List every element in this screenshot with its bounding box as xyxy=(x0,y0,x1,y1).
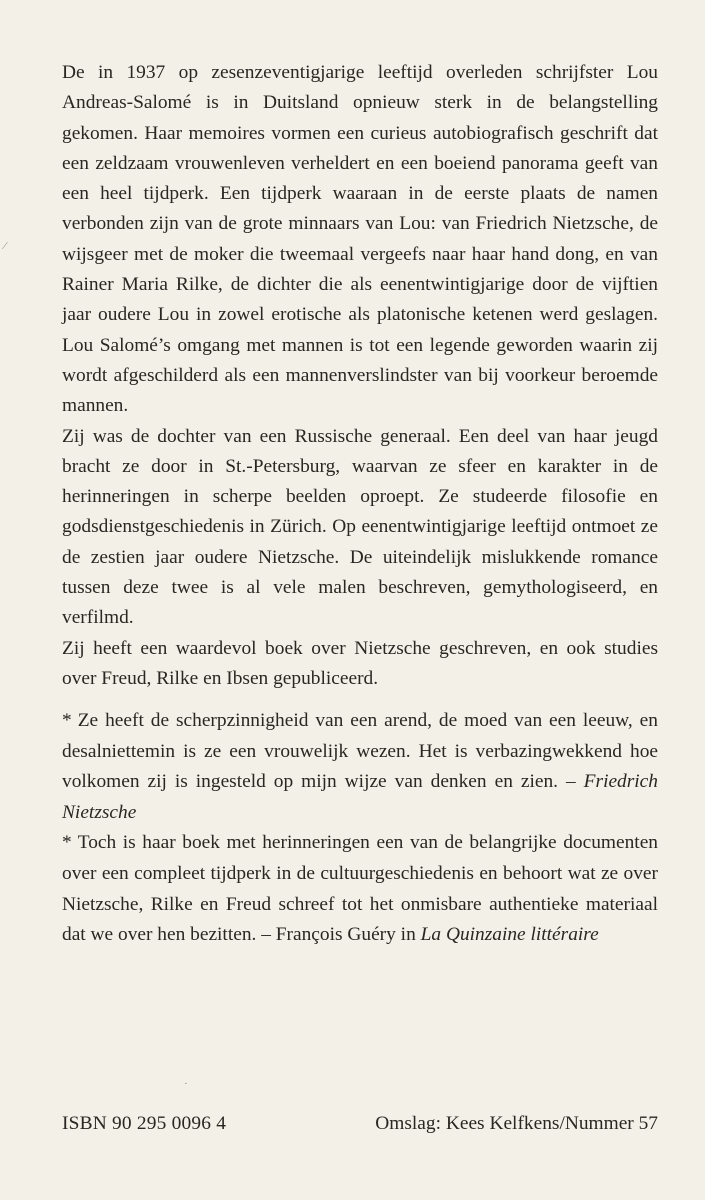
blurb-paragraph-2: Zij was de dochter van een Russische generaal. Een deel van haar jeugd bracht ze door in St.-Petersburg, waarvan ze sfeer en karakter in de herinneringen in scherpe beelden oproept. Ze studeerde filosofie en godsdienstgeschiedenis in Zürich. Op eenentwintigjarige leeftijd ontmoet ze de zestien jaar oudere Nietzsche. De uiteindelijk mislukkende romance tussen deze twee is al vele malen beschreven, gemythologiseerd, en verfilmd. xyxy=(62,425,658,629)
quote-text: Toch is haar boek met herinneringen een van de belangrijke documenten over een compleet tijdperk in de cultuurgeschiedenis en behoort wat ze over Nietzsche, Rilke en Freud schreef tot het onmisbare authentieke materiaal dat we over hen bezitten. – François Guéry in xyxy=(62,832,658,946)
isbn: ISBN 90 295 0096 4 xyxy=(62,1113,227,1134)
quote-source: Friedrich Nietzsche xyxy=(62,771,658,823)
blurb-text xyxy=(62,58,658,694)
cover-credit: Omslag: Kees Kelfkens/Nummer 57 xyxy=(375,1113,658,1134)
quote-source: La Quinzaine littéraire xyxy=(420,924,599,946)
asterisk-icon: * xyxy=(62,710,72,731)
quote-guery xyxy=(62,828,658,950)
review-quotes xyxy=(62,706,658,951)
blurb-paragraph-1: De in 1937 op zesenzeventigjarige leeftijd overleden schrijfster Lou Andreas-Salomé is in Duitsland opnieuw sterk in de belangstelling gekomen. Haar memoires vormen een curieus autobiografisch geschrift dat een zeldzaam vrouwenleven verheldert en een boeiend panorama geeft van een heel tijdperk. Een tijdperk waaraan in de eerste plaats de namen verbonden zijn van de grote minnaars van Lou: van Friedrich Nietzsche, de wijsgeer met de moker die tweemaal vergeefs naar haar hand dong, en van Rainer Maria Rilke, de dichter die als eenentwintigjarige door de vijftien jaar oudere Lou in zowel erotische als platonische ketenen werd geslagen. Lou Salomé’s omgang met mannen is tot een legende geworden waarin zij wordt afgeschilderd als een mannenverslindster van bij voorkeur beroemde mannen. xyxy=(62,62,658,417)
paper-mark: · xyxy=(184,1078,188,1090)
paper-mark: ⁄ xyxy=(4,240,6,252)
blurb-paragraph-3: Zij heeft een waardevol boek over Nietzsche geschreven, en ook studies over Freud, Rilke en Ibsen gepubliceerd. xyxy=(62,637,658,689)
footer xyxy=(62,1109,658,1139)
asterisk-icon: * xyxy=(62,832,72,854)
quote-text: Ze heeft de scherpzinnigheid van een arend, de moed van een leeuw, en desalniettemin is ze een vrouwelijk wezen. Het is verbazingwekkend hoe volkomen zij is ingesteld op mijn wijze van denken en zien. – xyxy=(62,710,658,793)
quote-nietzsche xyxy=(62,706,658,828)
